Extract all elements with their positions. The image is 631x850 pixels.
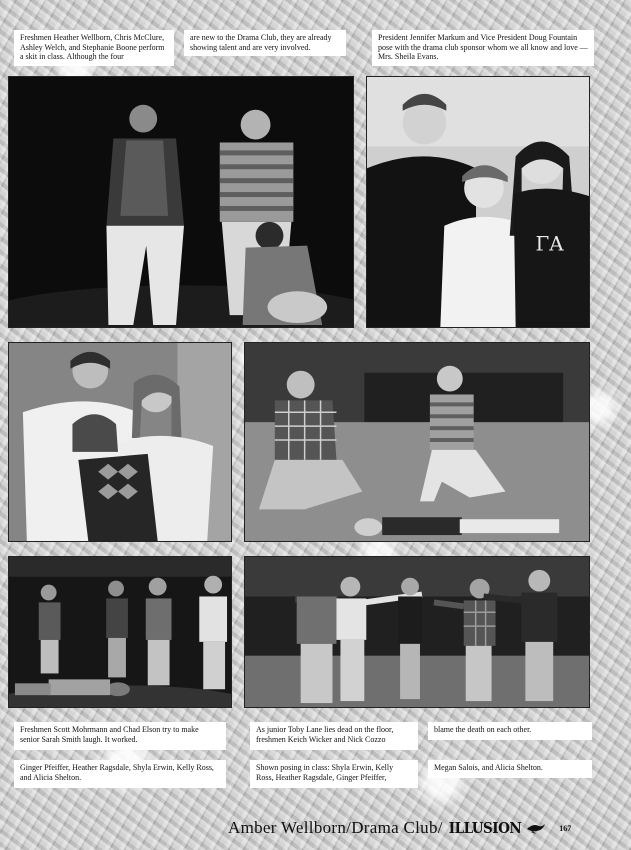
caption-officers: President Jennifer Markum and Vice President Doug Fountain pose with the drama club sponsor whom we all know and love — Mrs. Sheila Evans. [372,30,594,66]
page-number: 167 [559,823,572,833]
photo-death-skit [244,342,590,542]
caption-posing-left: Ginger Pfeiffer, Heather Ragsdale, Shyla Erwin, Kelly Ross, and Alicia Shelton. [14,760,226,788]
footer-credit: Amber Wellborn/Drama Club/ [228,818,443,837]
illusion-logo: ILLUSION [448,819,522,837]
caption-death-skit-part2: blame the death on each other. [428,722,592,740]
caption-death-skit-part1: As junior Toby Lane lies dead on the floor, freshmen Keich Wicker and Nick Cozzo [250,722,418,750]
photo-skit-stage [8,76,354,328]
photo-girls-posing-left [8,556,232,708]
photo-officers-sponsor [366,76,590,328]
brush-swoosh-icon [527,822,545,834]
caption-skit-part2: are new to the Drama Club, they are already showing talent and are very involved. [184,30,346,56]
photo-girls-posing-right [244,556,590,708]
caption-skit-part1: Freshmen Heather Wellborn, Chris McClure, Ashley Welch, and Stephanie Boone perform a skit in class. Although the four [14,30,174,66]
caption-senior-laugh: Freshmen Scott Mohrmann and Chad Elson try to make senior Sarah Smith laugh. It worked. [14,722,226,750]
caption-posing-right-part1: Shown posing in class: Shyla Erwin, Kelly Ross, Heather Ragsdale, Ginger Pfeiffer, [250,760,418,788]
page-footer [228,814,598,842]
photo-make-senior-laugh [8,342,232,542]
caption-posing-right-part2: Megan Salois, and Alicia Shelton. [428,760,592,778]
svg-text:ΓA: ΓA [535,232,564,256]
